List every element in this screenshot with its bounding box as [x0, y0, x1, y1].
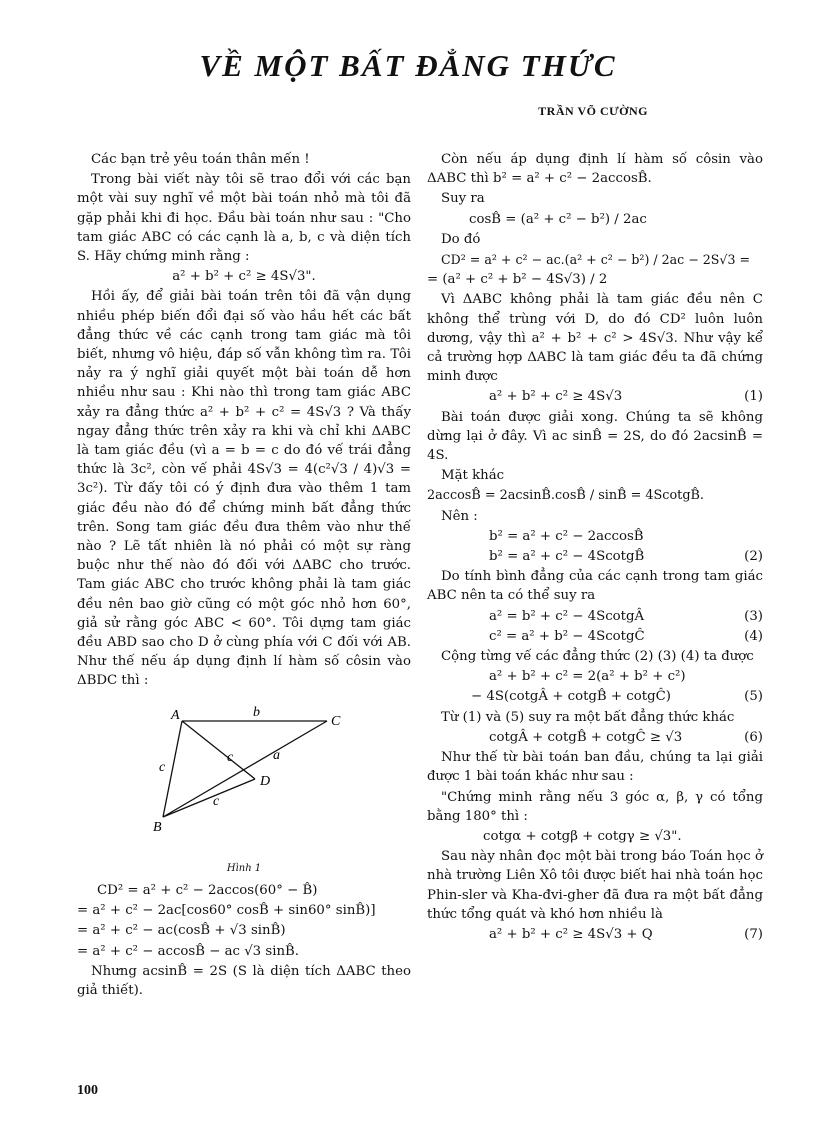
author-name: TRẦN VÕ CƯỜNG — [538, 104, 648, 118]
equation-7-row — [427, 925, 763, 944]
side-label-c-middle: c — [227, 749, 234, 765]
vertex-C: C — [331, 713, 341, 729]
right-column — [427, 150, 763, 945]
equation-2-number: (2) — [744, 549, 763, 565]
do-do-label: Do đó — [441, 231, 481, 247]
equation-cd-expanded: CD² = a² + c² − ac.(a² + c² − b²) / 2ac − 2S√3 = — [441, 252, 751, 268]
equation-5-row — [427, 687, 763, 706]
equation-1-row — [427, 387, 763, 406]
nen-label: Nên : — [441, 508, 478, 524]
history-paragraph: Sau này nhân đọc một bài trong báo Toán học ở nhà trường Liên Xô tôi được biết hai nhà toán học Phin-sler và Kha-đvi-gher đã đưa ra một bất đẳng thức tổng quát và khó hơn nhiều là — [427, 849, 763, 922]
vertex-A: A — [171, 707, 180, 723]
equation-2-row — [427, 547, 763, 566]
equation-3-number: (3) — [744, 608, 763, 624]
equation-4-row — [427, 627, 763, 646]
equation-cotg-angles: cotgα + cotgβ + cotgγ ≥ √3". — [483, 828, 682, 844]
quote-paragraph: "Chứng minh rằng nếu 3 góc α, β, γ có tổng bằng 180° thì : — [427, 789, 763, 824]
page-number: 100 — [77, 1083, 98, 1098]
equation-cd-squared: CD² = a² + c² − 2accos(60° − B̂) — [97, 882, 318, 898]
equation-step-3: = a² + c² − ac(cosB̂ + √3 sinB̂) — [77, 923, 286, 939]
intro-paragraph: Trong bài viết này tôi sẽ trao đổi với các bạn một vài suy nghĩ về một bài toán nhỏ mà tôi đã gặp phải khi đi học. Đầu bài toán như sau : "Cho tam giác ABC có các cạnh là a, b, c và diện tích S. Hãy chứng minh rằng : — [77, 172, 411, 265]
side-label-c-left: c — [159, 759, 166, 775]
left-column — [77, 150, 411, 1001]
new-problem-paragraph: Như thế từ bài toán ban đầu, chúng ta lại giải được 1 bài toán khác như sau : — [427, 750, 763, 785]
inequality-statement: a² + b² + c² ≥ 4S√3". — [172, 269, 316, 285]
equation-2: b² = a² + c² − 4ScotgB̂ — [489, 549, 645, 565]
equation-6-row — [427, 728, 763, 747]
equation-5-number: (5) — [744, 689, 763, 705]
equation-3: a² = b² + c² − 4ScotgÂ — [489, 608, 645, 624]
symmetry-paragraph: Do tính bình đẳng của các cạnh trong tam giác ABC nên ta có thể suy ra — [427, 569, 763, 604]
segment-BC — [163, 721, 327, 817]
equation-b-squared-cos: b² = a² + c² − 2accosB̂ — [489, 528, 644, 544]
equation-5-line2: − 4S(cotgÂ + cotgB̂ + cotgĈ) — [471, 689, 671, 705]
side-label-c-bottom: c — [213, 793, 220, 809]
figure-caption: Hình 1 — [226, 862, 262, 874]
equation-4-number: (4) — [744, 628, 763, 644]
equation-7: a² + b² + c² ≥ 4S√3 + Q — [489, 926, 653, 942]
equation-1: a² + b² + c² ≥ 4S√3 — [489, 389, 623, 405]
equation-6: cotgÂ + cotgB̂ + cotgĈ ≥ √3 — [489, 729, 683, 745]
equation-step-4: = a² + c² − accosB̂ − ac √3 sinB̂. — [77, 943, 300, 959]
equation-7-number: (7) — [744, 926, 763, 942]
triangle-diagram — [77, 699, 411, 859]
equation-1-number: (1) — [744, 389, 763, 405]
area-paragraph: Nhưng acsinB̂ = 2S (S là diện tích ΔABC theo giả thiết). — [77, 963, 411, 998]
equation-cd-result: = (a² + c² + b² − 4S√3) / 2 — [427, 272, 608, 288]
equation-cos-b: cosB̂ = (a² + c² − b²) / 2ac — [469, 211, 647, 227]
article-title: VỀ MỘT BẤT ĐẲNG THỨC — [199, 48, 617, 83]
approach-paragraph: Hồi ấy, để giải bài toán trên tôi đã vận dụng nhiều phép biến đổi đại số vào hầu hết các bất đẳng thức về các cạnh trong tam giác mà tôi biết, nhưng vô hiệu, đáp số vẫn không tìm ra. Tôi nảy ra ý nghĩ giải quyết một bài toán dễ hơn nhiều như sau : Khi nào thì trong tam giác ABC xảy ra đẳng thức a² + b² + c² = 4S√3 ? Và thấy ngay đẳng thức trên xảy ra khi và chỉ khi ΔABC là tam giác đều (vì a = b = c do đó vế trái đẳng thức là 3c², còn vế phải 4S√3 = 4(c²√3 / 4)√3 = 3c²). Từ đấy tôi có ý định đưa vào thêm 1 tam giác đều nào đó để chứng minh bất đẳng thức trên. Song tam giác đều đưa thêm vào như thế nào ? Lẽ tất nhiên là nó phải có một sự ràng buộc như thế nào đó đối với ΔABC cho trước. Tam giác ABC cho trước không phải là tam giác đều nên bao giờ cũng có một góc nhỏ hơn 60°, giả sử rằng góc ABC < 60°. Tôi dựng tam giác đều ABD sao cho D ở cùng phía với C đối với AB. Như thế nếu áp dụng định lí hàm số côsin vào ΔBDC thì : — [77, 289, 411, 689]
sum-paragraph: Cộng từng vế các đẳng thức (2) (3) (4) ta được — [441, 649, 754, 665]
cosine-paragraph: Còn nếu áp dụng định lí hàm số côsin vào ΔABC thì b² = a² + c² − 2accosB̂. — [427, 152, 763, 187]
proof-paragraph: Vì ΔABC không phải là tam giác đều nên C không thể trùng với D, do đó CD² luôn luôn dương, vậy thì a² + b² + c² > 4S√3. Như vậy kể cả trường hợp ΔABC là tam giác đều ta đã chứng minh được — [427, 292, 763, 385]
greeting-paragraph: Các bạn trẻ yêu toán thân mến ! — [91, 152, 310, 167]
equation-step-2: = a² + c² − 2ac[cos60° cosB̂ + sin60° sinB̂)] — [77, 903, 376, 919]
equation-2accos: 2accosB̂ = 2acsinB̂.cosB̂ / sinB̂ = 4ScotgB̂. — [427, 488, 704, 504]
derive-paragraph: Từ (1) và (5) suy ra một bất đẳng thức khác — [441, 709, 735, 725]
side-label-b: b — [253, 704, 260, 720]
figure-triangle — [77, 699, 411, 859]
equation-4: c² = a² + b² − 4ScotgĈ — [489, 628, 645, 644]
side-label-a: a — [273, 747, 280, 763]
equation-6-number: (6) — [744, 729, 763, 745]
suy-ra-label: Suy ra — [441, 191, 485, 207]
vertex-B: B — [153, 819, 162, 835]
mat-khac-label: Mặt khác — [441, 468, 505, 484]
segment-BD — [163, 779, 255, 817]
vertex-D: D — [260, 773, 271, 789]
continuation-paragraph: Bài toán được giải xong. Chúng ta sẽ không dừng lại ở đây. Vì ac sinB̂ = 2S, do đó 2acsinB̂ = 4S. — [427, 409, 763, 464]
equation-5-line1: a² + b² + c² = 2(a² + b² + c²) — [489, 669, 686, 685]
equation-3-row — [427, 607, 763, 626]
segment-AD — [182, 721, 255, 779]
segment-AB — [163, 721, 182, 817]
